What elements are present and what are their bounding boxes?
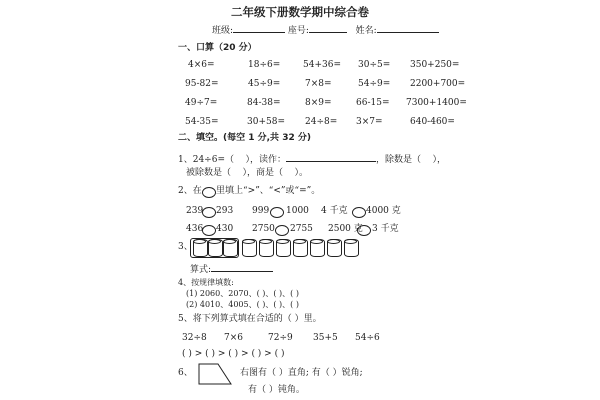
cup-icon	[293, 239, 308, 257]
name-blank[interactable]	[377, 23, 439, 33]
problem: 4×6=	[188, 60, 215, 70]
section2-heading: 二、填空。(每空 1 分,共 32 分)	[178, 133, 311, 143]
q1-quotient-label: ），商是（	[242, 168, 283, 178]
question-2-prompt	[178, 186, 320, 197]
cup-icon	[193, 239, 208, 257]
q6-line1: 右图有（ ）直角; 有（ ）锐角;	[240, 368, 363, 378]
problem: 2200+700=	[410, 79, 466, 89]
q3-number: 3、	[178, 242, 193, 252]
problem: 66-15=	[356, 98, 390, 108]
q4-heading: 4、按规律填数:	[178, 278, 234, 287]
cup-icon	[259, 239, 274, 257]
q6-number: 6、	[178, 368, 193, 378]
q1-prefix: 1、24÷6=（	[178, 155, 234, 165]
question-1-line2	[186, 168, 308, 179]
q2-val: 2500 克	[328, 224, 363, 234]
compare-circle-icon[interactable]	[275, 225, 289, 236]
cup-icon	[208, 239, 223, 257]
cup-icon	[223, 239, 238, 257]
problem: 3×7=	[356, 117, 383, 127]
problem: 49÷7=	[185, 98, 218, 108]
problem: 640-460=	[410, 117, 455, 127]
q5-expr: 54÷6	[355, 333, 380, 343]
q5-expr: 35+5	[313, 333, 338, 343]
compare-circle-icon[interactable]	[357, 225, 371, 236]
compare-circle-icon[interactable]	[352, 207, 366, 218]
q2-val: 4000 克	[366, 206, 401, 216]
q1-line2-end: ）。	[294, 168, 308, 178]
cup-icon	[344, 239, 359, 257]
page-title: 二年级下册数学期中综合卷	[231, 5, 369, 19]
q2-val: 436	[186, 224, 204, 234]
compare-circle-icon[interactable]	[202, 207, 216, 218]
problem: 54-35=	[185, 117, 219, 127]
class-label: 班级:	[212, 26, 234, 36]
cup-icon	[310, 239, 325, 257]
q5-heading: 5、将下列算式填在合适的（ ）里。	[178, 314, 322, 324]
q3-formula-blank[interactable]	[211, 262, 273, 272]
problem: 30÷5=	[358, 60, 391, 70]
problem: 54+36=	[303, 60, 341, 70]
student-info-row	[212, 23, 439, 37]
q1-end: ），	[432, 155, 446, 165]
problem: 7300+1400=	[406, 98, 467, 108]
name-label: 姓名:	[355, 26, 377, 36]
q2-val: 2750	[252, 224, 275, 234]
q6-line2: 有（ ）钝角。	[248, 385, 305, 395]
q3-formula	[190, 262, 273, 276]
q2-prompt-start: 2、在	[178, 186, 202, 196]
problem: 7×8=	[305, 79, 332, 89]
q1-divisor-label: ，除数是（	[375, 155, 421, 165]
q4-line2: (2) 4010、4005、( )、( )、( )	[186, 300, 299, 309]
q1-read-label: ），读作：	[245, 155, 286, 165]
q5-expr: 7×6	[224, 333, 243, 343]
cup-icon	[242, 239, 257, 257]
problem: 18÷6=	[248, 60, 281, 70]
q2-val: 999	[252, 206, 270, 216]
problem: 8×9=	[305, 98, 332, 108]
problem: 84-38=	[247, 98, 281, 108]
problem: 95-82=	[185, 79, 219, 89]
q2-prompt-end: 里填上“>”、“<”或“=”。	[216, 186, 321, 196]
q1-read-blank[interactable]	[286, 152, 376, 162]
cup-icon	[327, 239, 342, 257]
compare-circle-icon	[202, 187, 216, 198]
q5-chain[interactable]: ( ) > ( ) > ( ) > ( ) > ( )	[182, 349, 285, 359]
problem: 45÷9=	[248, 79, 281, 89]
class-blank[interactable]	[233, 23, 285, 33]
q4-line1: (1) 2060、2070、( )、( )、( )	[186, 289, 299, 298]
problem: 350+250=	[410, 60, 460, 70]
q2-val: 293	[216, 206, 234, 216]
problem: 54÷9=	[358, 79, 391, 89]
q2-val: 3 千克	[372, 224, 399, 234]
q2-val: 1000	[286, 206, 309, 216]
question-1-line1	[178, 152, 446, 166]
seat-blank[interactable]	[309, 23, 347, 33]
q2-val: 239	[186, 206, 204, 216]
compare-circle-icon[interactable]	[270, 207, 284, 218]
cup-icon	[276, 239, 291, 257]
section1-heading: 一、口算（20 分）	[178, 43, 257, 53]
problem: 30+58=	[247, 117, 285, 127]
problem: 24÷8=	[305, 117, 338, 127]
q2-val: 430	[216, 224, 234, 234]
trapezoid-figure	[196, 362, 234, 386]
q1-dividend-label: 被除数是（	[186, 168, 232, 178]
q3-formula-label: 算式:	[190, 265, 212, 275]
q5-expr: 72÷9	[268, 333, 293, 343]
q2-val: 4 千克	[321, 206, 348, 216]
seat-label: 座号:	[287, 26, 309, 36]
compare-circle-icon[interactable]	[202, 225, 216, 236]
q5-expr: 32÷8	[182, 333, 207, 343]
q2-val: 2755	[290, 224, 313, 234]
